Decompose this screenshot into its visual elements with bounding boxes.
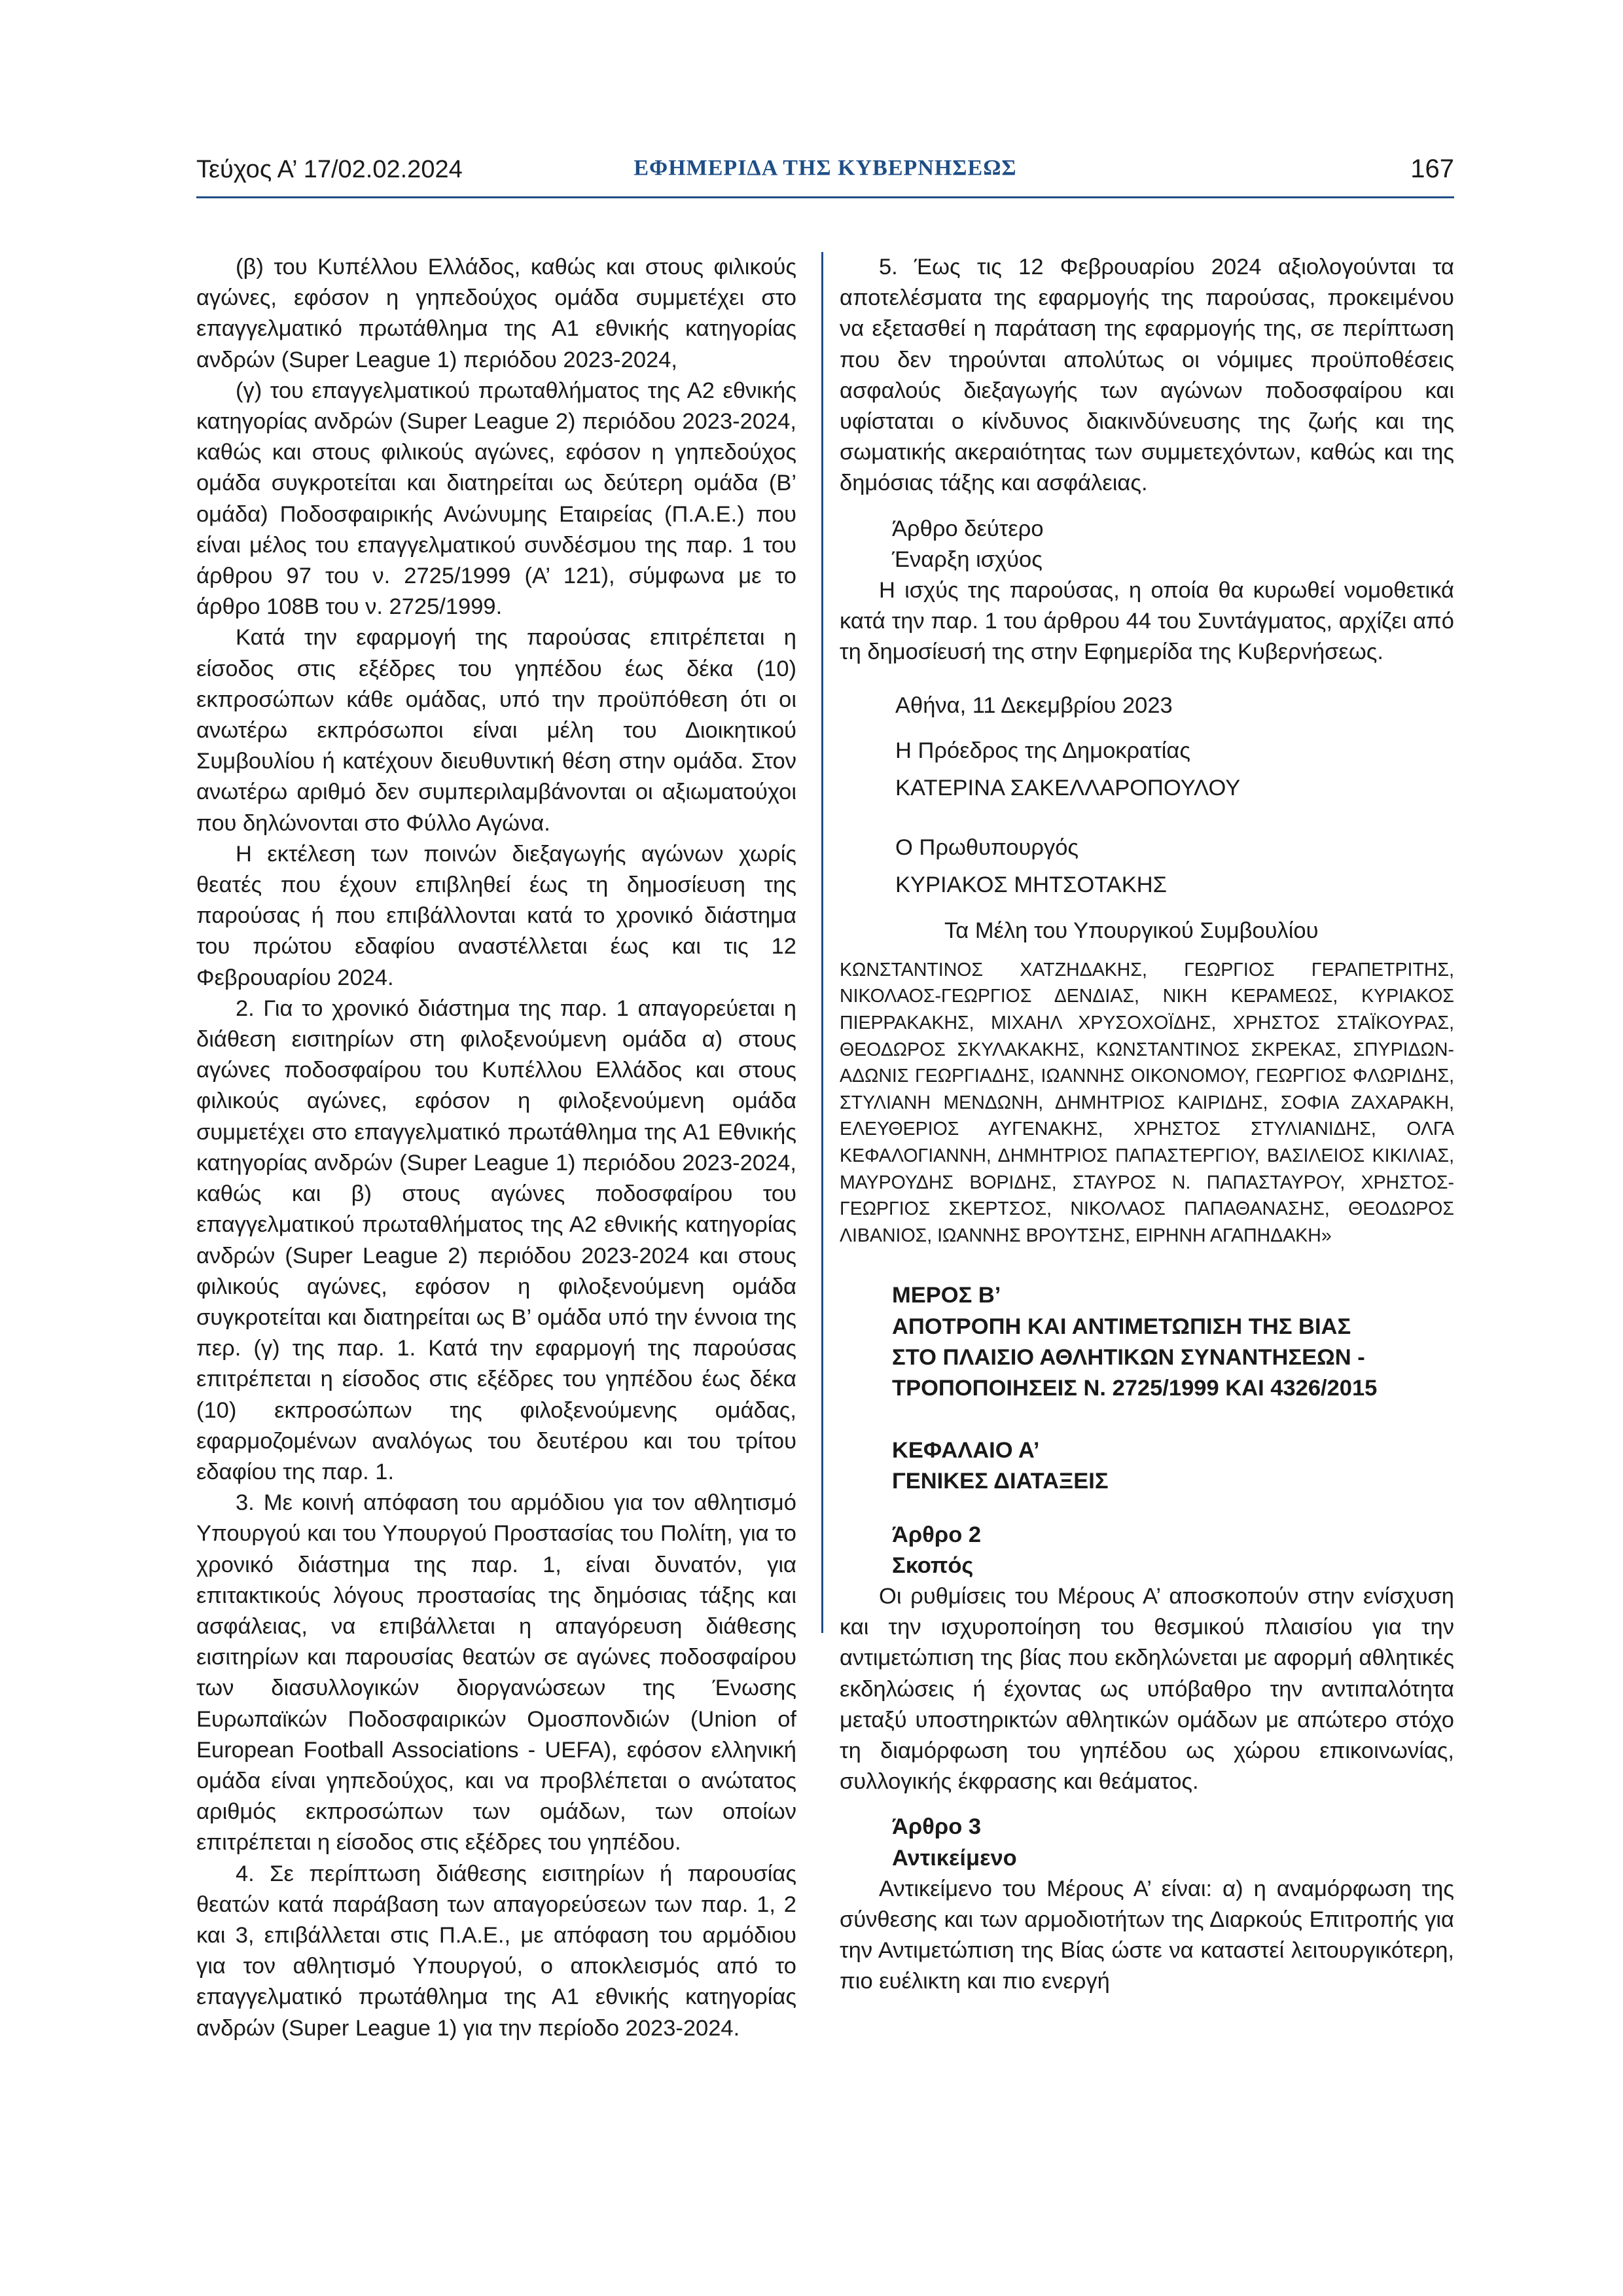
- chapter-title: ΓΕΝΙΚΕΣ ΔΙΑΤΑΞΕΙΣ: [892, 1469, 1109, 1494]
- page-header: [196, 156, 1454, 195]
- gazette-title: ΕΦΗΜΕΡΙΔΑ ΤΗΣ ΚΥΒΕΡΝΗΣΕΩΣ: [633, 156, 1017, 180]
- part-label: ΜΕΡΟΣ Β’: [892, 1283, 1001, 1308]
- president-title: Η Πρόεδρος της Δημοκρατίας: [895, 738, 1190, 763]
- right-column: [840, 252, 1454, 1998]
- left-column: [196, 252, 796, 2044]
- council-members: ΚΩΝΣΤΑΝΤΙΝΟΣ ΧΑΤΖΗΔΑΚΗΣ, ΓΕΩΡΓΙΟΣ ΓΕΡΑΠΕΤΡΙΤΗΣ, ΝΙΚΟΛΑΟΣ-ΓΕΩΡΓΙΟΣ ΔΕΝΔΙΑΣ, ΝΙΚΗ ΚΕΡΑΜΕΩΣ, ΚΥΡΙΑΚΟΣ ΠΙΕΡΡΑΚΑΚΗΣ, ΜΙΧΑΗΛ ΧΡΥΣΟΧΟΪΔΗΣ, ΧΡΗΣΤΟΣ ΣΤΑΪΚΟΥΡΑΣ, ΘΕΟΔΩΡΟΣ ΣΚΥΛΑΚΑΚΗΣ, ΚΩΝΣΤΑΝΤΙΝΟΣ ΣΚΡΕΚΑΣ, ΣΠΥΡΙΔΩΝ-ΑΔΩΝΙΣ ΓΕΩΡΓΙΑΔΗΣ, ΙΩΑΝΝΗΣ ΟΙΚΟΝΟΜΟΥ, ΓΕΩΡΓΙΟΣ ΦΛΩΡΙΔΗΣ, ΣΤΥΛΙΑΝΗ ΜΕΝΔΩΝΗ, ΔΗΜΗΤΡΙΟΣ ΚΑΙΡΙΔΗΣ, ΣΟΦΙΑ ΖΑΧΑΡΑΚΗ, ΕΛΕΥΘΕΡΙΟΣ ΑΥΓΕΝΑΚΗΣ, ΧΡΗΣΤΟΣ ΣΤΥΛΙΑΝΙΔΗΣ, ΟΛΓΑ ΚΕΦΑΛΟΓΙΑΝΝΗ, ΔΗΜΗΤΡΙΟΣ ΠΑΠΑΣΤΕΡΓΙΟΥ, ΒΑΣΙΛΕΙΟΣ ΚΙΚΙΛΙΑΣ, ΜΑΥΡΟΥΔΗΣ ΒΟΡΙΔΗΣ, ΣΤΑΥΡΟΣ Ν. ΠΑΠΑΣΤΑΥΡΟΥ, ΧΡΗΣΤΟΣ-ΓΕΩΡΓΙΟΣ ΣΚΕΡΤΣΟΣ, ΝΙΚΟΛΑΟΣ ΠΑΠΑΘΑΝΑΣΗΣ, ΘΕΟΔΩΡΟΣ ΛΙΒΑΝΙΟΣ, ΙΩΑΝΝΗΣ ΒΡΟΥΤΣΗΣ, ΕΙΡΗΝΗ ΑΓΑΠΗΔΑΚΗ»: [840, 959, 1454, 1246]
- article-title: Αντικείμενο: [892, 1845, 1017, 1871]
- paragraph: Οι ρυθμίσεις του Μέρους Α’ αποσκοπούν στην ενίσχυση και την ισχυροποίηση του θεσμικού πλαισίου για την αντιμετώπιση της βίας που εκδηλώνεται με αφορμή αθλητικές εκδηλώσεις ή έχοντας ως υπόβαθρο την αντιπαλότητα μεταξύ υποστηρικτών αθλητικών ομάδων με απώτερο στόχο τη διαμόρφωση του γηπέδου ως χώρου επικοινωνίας, συλλογικής έκφρασης και θεάματος.: [840, 1584, 1454, 1795]
- president-name: ΚΑΤΕΡΙΝΑ ΣΑΚΕΛΛΑΡΟΠΟΥΛΟΥ: [895, 776, 1241, 801]
- paragraph: 5. Έως τις 12 Φεβρουαρίου 2024 αξιολογούνται τα αποτελέσματα της εφαρμογής της παρούσας, προκειμένου να εξετασθεί η παράταση της εφαρμογής της, σε περίπτωση που δεν τηρούνται απολύτως οι νόμιμες προϋποθέσεις ασφαλούς διεξαγωγής των αγώνων ποδοσφαίρου και υφίσταται ο κίνδυνος διακινδύνευσης της ζωής και της σωματικής ακεραιότητας των συμμετεχόντων, καθώς και της δημόσιας τάξης και ασφάλειας.: [840, 255, 1454, 496]
- council-title: Τα Μέλη του Υπουργικού Συμβουλίου: [944, 918, 1319, 943]
- part-title-line: ΤΡΟΠΟΠΟΙΗΣΕΙΣ Ν. 2725/1999 ΚΑΙ 4326/2015: [892, 1376, 1378, 1401]
- paragraph: Η εκτέλεση των ποινών διεξαγωγής αγώνων χωρίς θεατές που έχουν επιβληθεί έως τη δημοσίευση της παρούσας ή που επιβάλλονται κατά το χρονικό διάστημα του πρώτου εδαφίου αναστέλλεται έως και τις 12 Φεβρουαρίου 2024.: [196, 841, 796, 990]
- paragraph: Αντικείμενο του Μέρους Α’ είναι: α) η αναμόρφωση της σύνθεσης και των αρμοδιοτήτων της Διαρκούς Επιτροπής για την Αντιμετώπιση της Βίας ώστε να καταστεί λειτουργικότερη, πιο ευέλικτη και πιο ενεργή: [840, 1876, 1454, 1994]
- article-title: Έναρξη ισχύος: [892, 547, 1043, 572]
- paragraph: (γ) του επαγγελματικού πρωταθλήματος της Α2 εθνικής κατηγορίας ανδρών (Super League 2) περιόδου 2023-2024, καθώς και στους φιλικούς αγώνες, εφόσον η γηπεδούχος ομάδα συγκροτείται και διατηρείται ως δεύτερη ομάδα (Β’ ομάδα) Ποδοσφαιρικής Ανώνυμης Εταιρείας (Π.Α.Ε.) που είναι μέλος του επαγγελματικού συνδέσμου της παρ. 1 του άρθρου 97 του ν. 2725/1999 (Α’ 121), σύμφωνα με το άρθρο 108Β του ν. 2725/1999.: [196, 378, 796, 620]
- article-label: Άρθρο 3: [892, 1814, 982, 1840]
- pm-title: Ο Πρωθυπουργός: [895, 835, 1079, 861]
- paragraph: Η ισχύς της παρούσας, η οποία θα κυρωθεί νομοθετικά κατά την παρ. 1 του άρθρου 44 του Συντάγματος, αρχίζει από τη δημοσίευσή της στην Εφημερίδα της Κυβερνήσεως.: [840, 578, 1454, 665]
- header-rule: [196, 196, 1454, 198]
- paragraph: 4. Σε περίπτωση διάθεσης εισιτηρίων ή παρουσίας θεατών κατά παράβαση των απαγορεύσεων των παρ. 1, 2 και 3, επιβάλλεται στις Π.Α.Ε., με απόφαση του αρμόδιου για τον αθλητισμό Υπουργού, ο αποκλεισμός από το επαγγελματικό πρωτάθλημα της Α1 εθνικής κατηγορίας ανδρών (Super League 1) για την περίοδο 2023-2024.: [196, 1861, 796, 2041]
- issue-label: Τεύχος Α’ 17/02.02.2024: [196, 156, 463, 183]
- paragraph: Κατά την εφαρμογή της παρούσας επιτρέπεται η είσοδος στις εξέδρες του γηπέδου έως δέκα (10) εκπροσώπων κάθε ομάδας, υπό την προϋπόθεση ότι οι ανωτέρω εκπρόσωποι είναι μέλη του Διοικητικού Συμβουλίου ή κατέχουν διευθυντική θέση στην ομάδα. Στον ανωτέρω αριθμό δεν συμπεριλαμβάνονται οι αξιωματούχοι που δηλώνονται στο Φύλλο Αγώνα.: [196, 625, 796, 836]
- paragraph: 3. Με κοινή απόφαση του αρμόδιου για τον αθλητισμό Υπουργού και του Υπουργού Προστασίας του Πολίτη, για το χρονικό διάστημα της παρ. 1, είναι δυνατόν, για επιτακτικούς λόγους προστασίας της δημόσιας τάξης και ασφάλειας, να επιβάλλεται η απαγόρευση διάθεσης εισιτηρίων και παρουσίας θεατών σε αγώνες ποδοσφαίρου των διασυλλογικών διοργανώσεων της Ένωσης Ευρωπαϊκών Ποδοσφαιρικών Ομοσπονδιών (Union of European Football Associations - UEFA), εφόσον ελληνική ομάδα είναι γηπεδούχος, και να προβλέπεται ο ανώτατος αριθμός εκπροσώπων των ομάδων, των οποίων επιτρέπεται η είσοδος στις εξέδρες του γηπέδου.: [196, 1490, 796, 1856]
- part-title-line: ΣΤΟ ΠΛΑΙΣΙΟ ΑΘΛΗΤΙΚΩΝ ΣΥΝΑΝΤΗΣΕΩΝ -: [892, 1344, 1365, 1370]
- chapter-label: ΚΕΦΑΛΑΙΟ Α’: [892, 1438, 1040, 1463]
- place-date: Αθήνα, 11 Δεκεμβρίου 2023: [895, 692, 1173, 718]
- article-title: Σκοπός: [892, 1552, 974, 1578]
- paragraph: (β) του Κυπέλλου Ελλάδος, καθώς και στους φιλικούς αγώνες, εφόσον η γηπεδούχος ομάδα συμμετέχει στο επαγγελματικό πρωτάθλημα της Α1 εθνικής κατηγορίας ανδρών (Super League 1) περιόδου 2023-2024,: [196, 255, 796, 372]
- part-title-line: ΑΠΟΤΡΟΠΗ ΚΑΙ ΑΝΤΙΜΕΤΩΠΙΣΗ ΤΗΣ ΒΙΑΣ: [892, 1314, 1351, 1339]
- column-divider: [821, 252, 823, 1633]
- pm-name: ΚΥΡΙΑΚΟΣ ΜΗΤΣΟΤΑΚΗΣ: [895, 872, 1167, 898]
- paragraph: 2. Για το χρονικό διάστημα της παρ. 1 απαγορεύεται η διάθεση εισιτηρίων στη φιλοξενούμενη ομάδα α) στους αγώνες ποδοσφαίρου του Κυπέλλου Ελλάδος και στους φιλικούς αγώνες, εφόσον η φιλοξενούμενη ομάδα συμμετέχει στο επαγγελματικό πρωτάθλημα της Α1 Εθνικής κατηγορίας ανδρών (Super League 1) περιόδου 2023-2024, καθώς και β) στους αγώνες ποδοσφαίρου του επαγγελματικού πρωταθλήματος της Α2 εθνικής κατηγορίας ανδρών (Super League 2) περιόδου 2023-2024 και στους φιλικούς αγώνες, εφόσον η φιλοξενούμενη ομάδα συγκροτείται και διατηρείται ως Β’ ομάδα υπό την έννοια της περ. (γ) της παρ. 1. Κατά την εφαρμογή της παρούσας επιτρέπεται η είσοδος στις εξέδρες του γηπέδου έως δέκα (10) εκπροσώπων της φιλοξενούμενης ομάδας, εφαρμοζομένων αναλόγως του δευτέρου και του τρίτου εδαφίου της παρ. 1.: [196, 996, 796, 1484]
- article-label: Άρθρο δεύτερο: [892, 516, 1044, 541]
- page-number: 167: [1410, 154, 1454, 183]
- article-label: Άρθρο 2: [892, 1522, 982, 1547]
